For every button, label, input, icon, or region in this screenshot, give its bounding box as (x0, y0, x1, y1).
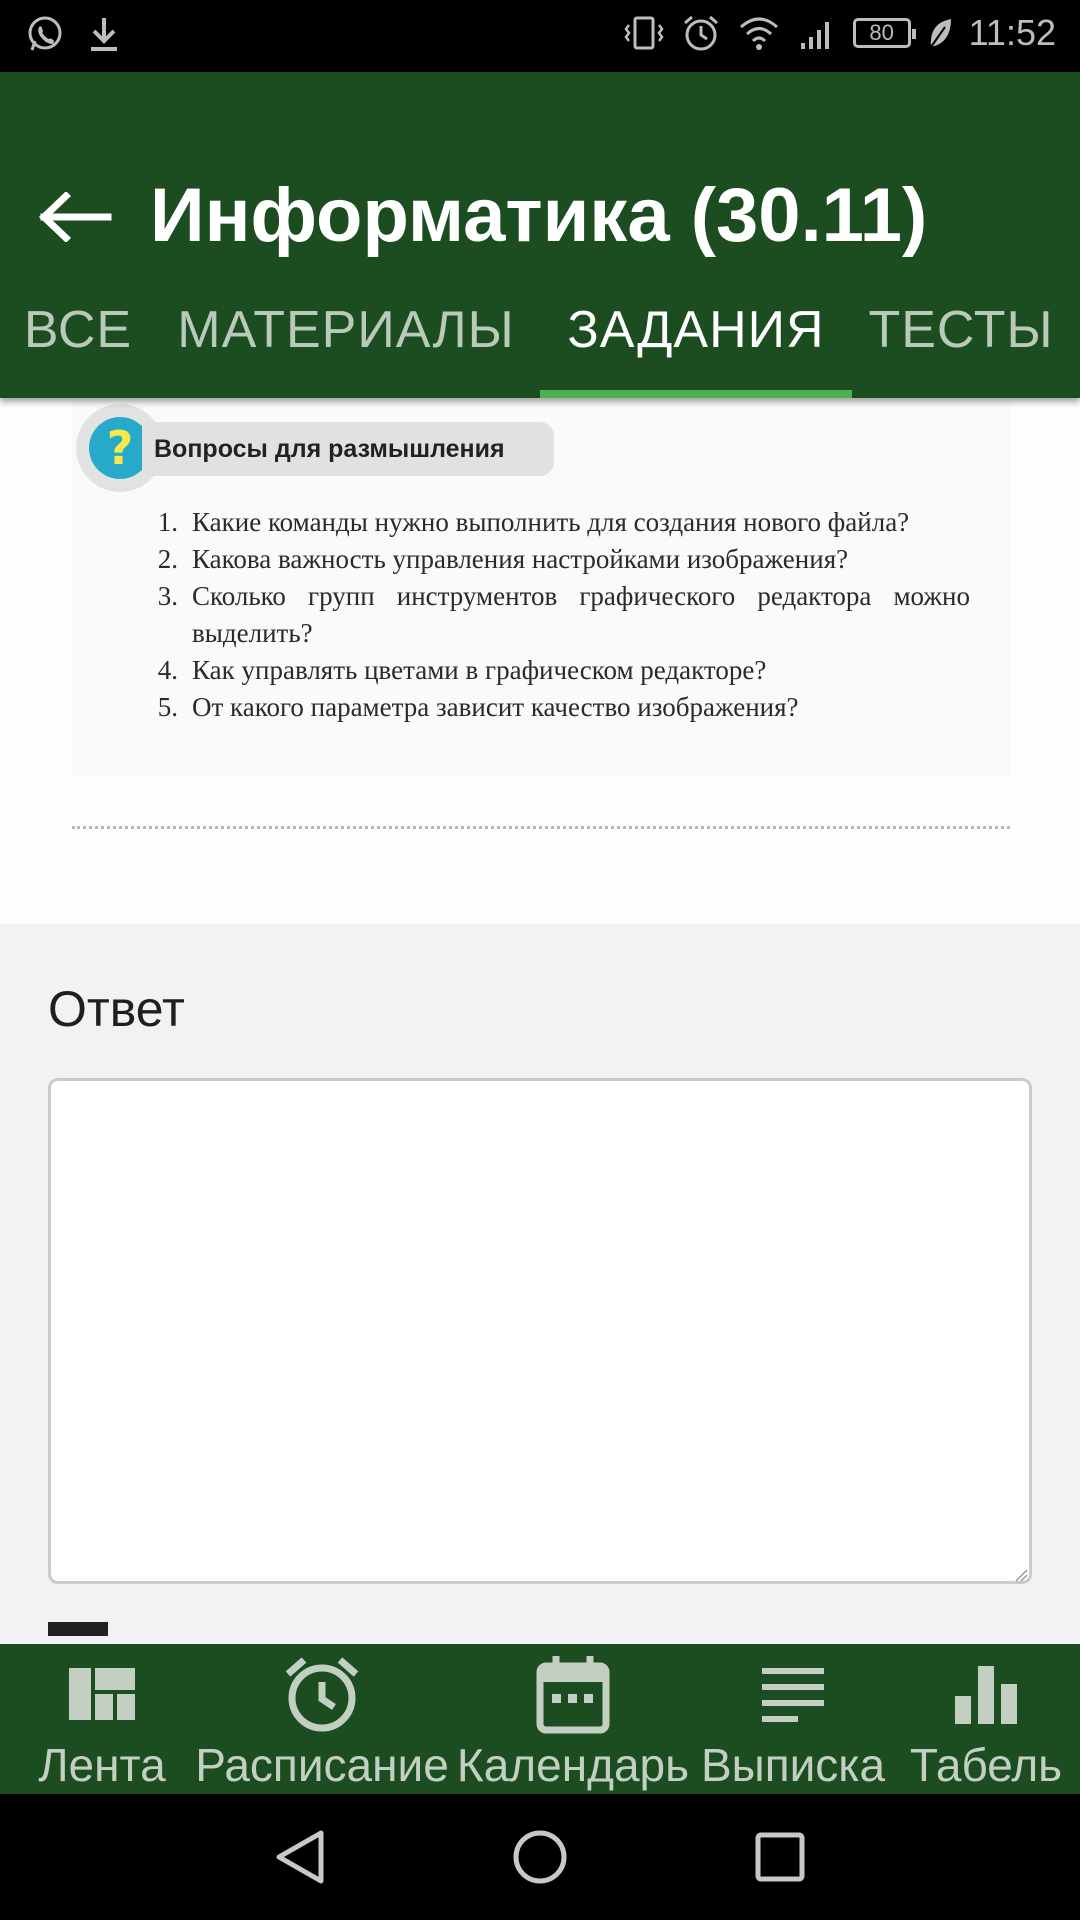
question-item (150, 689, 970, 726)
alarm-icon (681, 13, 721, 53)
nav-item-schedule[interactable] (190, 1644, 454, 1794)
answer-textarea[interactable] (48, 1078, 1032, 1584)
bottom-nav (0, 1644, 1080, 1794)
next-section-peek (48, 1622, 108, 1644)
material-card (0, 398, 1080, 924)
list-icon (760, 1650, 826, 1738)
clock-time: 11:52 (968, 12, 1056, 53)
back-triangle-icon (273, 1829, 327, 1885)
tab-materials[interactable]: МАТЕРИАЛЫ (177, 301, 515, 359)
app-bar (0, 72, 1080, 398)
material-header: Вопросы для размышления (142, 422, 554, 476)
system-recents-button[interactable] (745, 1822, 815, 1892)
nav-label: Табель (909, 1739, 1063, 1791)
resize-grip-icon[interactable] (1014, 1568, 1028, 1582)
vibrate-icon (623, 13, 665, 53)
back-button[interactable] (34, 182, 114, 252)
question-item (150, 504, 970, 541)
status-bar (0, 0, 1080, 72)
question-number: 1. (157, 507, 178, 537)
whatsapp-icon (26, 14, 64, 54)
nav-label: Календарь (456, 1739, 690, 1791)
nav-item-statement[interactable] (692, 1644, 894, 1794)
question-item (150, 578, 970, 652)
question-text: Сколько групп инструментов графического редактора можно выделить? (192, 581, 970, 648)
bar-chart-icon (953, 1650, 1019, 1738)
nav-item-report-card[interactable] (896, 1644, 1076, 1794)
question-number: 5. (157, 692, 178, 722)
home-circle-icon (512, 1829, 568, 1885)
battery-icon: 80 (853, 18, 911, 48)
system-nav-bar (0, 1794, 1080, 1920)
question-item (150, 652, 970, 689)
dashboard-icon (67, 1650, 137, 1738)
question-mark-icon: ? (89, 417, 151, 479)
question-number: 4. (157, 655, 178, 685)
material-image (72, 398, 1010, 776)
question-number: 2. (157, 544, 178, 574)
question-text: Какие команды нужно выполнить для создания нового файла? (192, 507, 910, 537)
task-content (0, 398, 1080, 1644)
question-list (150, 504, 970, 726)
wifi-icon (737, 13, 781, 53)
nav-label: Расписание (195, 1739, 449, 1791)
leaf-icon (927, 13, 953, 53)
nav-item-feed[interactable] (22, 1644, 182, 1794)
nav-label: Лента (38, 1739, 166, 1791)
answer-label: Ответ (48, 981, 185, 1037)
tab-indicator (540, 390, 852, 398)
alarm-clock-icon (282, 1650, 362, 1738)
system-back-button[interactable] (265, 1822, 335, 1892)
arrow-left-icon (36, 192, 112, 242)
calendar-icon (536, 1650, 610, 1738)
question-text: Как управлять цветами в графическом редакторе? (192, 655, 767, 685)
tab-all[interactable]: ВСЕ (23, 301, 133, 359)
question-text: От какого параметра зависит качество изображения? (192, 692, 799, 722)
signal-icon (797, 13, 837, 53)
nav-item-calendar[interactable] (452, 1644, 694, 1794)
tab-bar (0, 262, 1080, 398)
system-home-button[interactable] (505, 1822, 575, 1892)
recents-square-icon (755, 1832, 805, 1882)
question-number: 3. (157, 581, 178, 611)
question-item (150, 541, 970, 578)
dotted-divider (72, 826, 1010, 829)
nav-label: Выписка (700, 1739, 886, 1791)
question-text: Какова важность управления настройками изображения? (192, 544, 849, 574)
tab-tests[interactable]: ТЕСТЫ (868, 301, 1054, 359)
tab-tasks[interactable]: ЗАДАНИЯ (567, 301, 825, 359)
page-title: Информатика (30.11) (150, 173, 928, 258)
download-icon (86, 14, 122, 54)
